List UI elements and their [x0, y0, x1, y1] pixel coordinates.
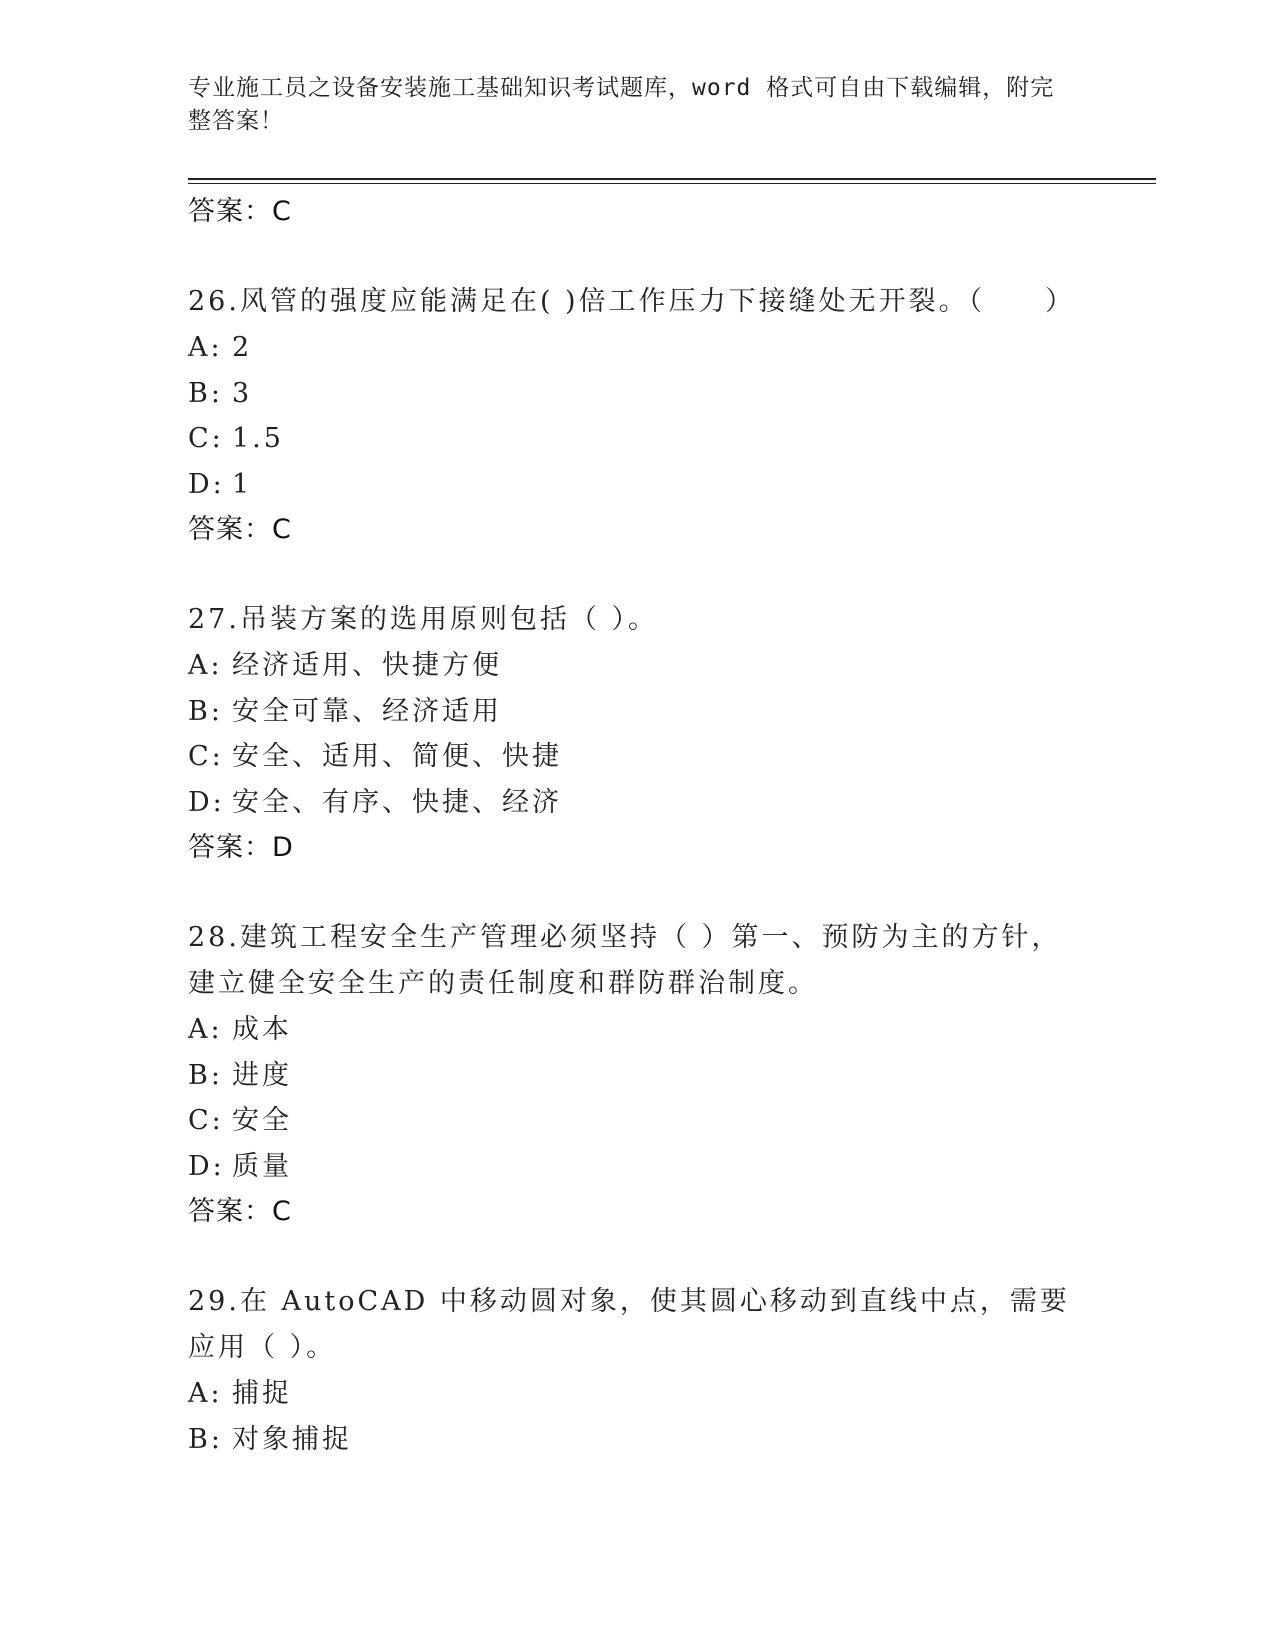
- option-text: 成本: [232, 1014, 292, 1045]
- question-block: [188, 279, 1088, 553]
- option-a: [188, 643, 1088, 689]
- option-c: [188, 1098, 1088, 1144]
- option-letter: B:: [188, 1423, 223, 1455]
- option-text: 3: [232, 377, 253, 409]
- question-stem: 28.建筑工程安全生产管理必须坚持（ ）第一、预防为主的方针，建立健全安全生产的责任制度和群防群治制度。: [188, 922, 1062, 999]
- option-letter: A:: [188, 650, 223, 681]
- option-text: 1: [232, 468, 253, 500]
- option-text: 对象捕捉: [232, 1423, 352, 1455]
- option-b: [188, 371, 1088, 417]
- option-letter: D:: [188, 786, 225, 818]
- option-text: 进度: [232, 1059, 292, 1091]
- header-rule-thin: [188, 183, 1156, 184]
- option-letter: A:: [188, 1014, 223, 1045]
- document-content: [188, 189, 1088, 1462]
- option-text: 安全可靠、经济适用: [232, 695, 502, 727]
- question-block: [188, 597, 1088, 871]
- option-text: 1.5: [232, 423, 284, 454]
- option-d: [188, 780, 1088, 826]
- answer-line: 答案：C: [188, 514, 292, 545]
- answer-line: 答案：D: [188, 832, 294, 863]
- page-header-text: 专业施工员之设备安装施工基础知识考试题库，word 格式可自由下载编辑，附完整答案！: [188, 75, 1055, 134]
- option-letter: B:: [188, 695, 223, 727]
- option-a: [188, 1007, 1088, 1053]
- option-d: [188, 462, 1088, 508]
- option-letter: C:: [188, 1105, 224, 1136]
- option-letter: C:: [188, 423, 224, 454]
- option-letter: D:: [188, 1150, 225, 1182]
- option-letter: D:: [188, 468, 225, 500]
- option-letter: B:: [188, 377, 223, 409]
- option-letter: A:: [188, 332, 223, 363]
- option-a: [188, 325, 1088, 371]
- option-text: 安全: [232, 1105, 292, 1136]
- option-text: 经济适用、快捷方便: [232, 650, 502, 681]
- question-stem: 29.在 AutoCAD 中移动圆对象，使其圆心移动到直线中点，需要应用（ ）。: [188, 1286, 1070, 1363]
- option-text: 质量: [232, 1150, 292, 1182]
- option-text: 2: [232, 332, 253, 363]
- question-block: [188, 915, 1088, 1235]
- answer-line: 答案：C: [188, 1196, 292, 1227]
- option-text: 捕捉: [232, 1378, 292, 1409]
- option-letter: A:: [188, 1378, 223, 1409]
- header-rule: [188, 178, 1156, 180]
- option-a: [188, 1371, 1088, 1417]
- option-letter: B:: [188, 1059, 223, 1091]
- answer-line: 答案：C: [188, 196, 292, 227]
- option-text: 安全、适用、简便、快捷: [232, 741, 562, 772]
- option-c: [188, 734, 1088, 780]
- option-b: [188, 689, 1088, 735]
- question-stem: 26.风管的强度应能满足在( )倍工作压力下接缝处无开裂。（ ）: [188, 286, 1076, 317]
- option-b: [188, 1053, 1088, 1099]
- option-d: [188, 1144, 1088, 1190]
- question-stem: 27.吊装方案的选用原则包括（ ）。: [188, 604, 659, 635]
- option-letter: C:: [188, 741, 224, 772]
- option-b: [188, 1417, 1088, 1463]
- question-block: [188, 1279, 1088, 1462]
- option-text: 安全、有序、快捷、经济: [232, 786, 562, 818]
- option-c: [188, 416, 1088, 462]
